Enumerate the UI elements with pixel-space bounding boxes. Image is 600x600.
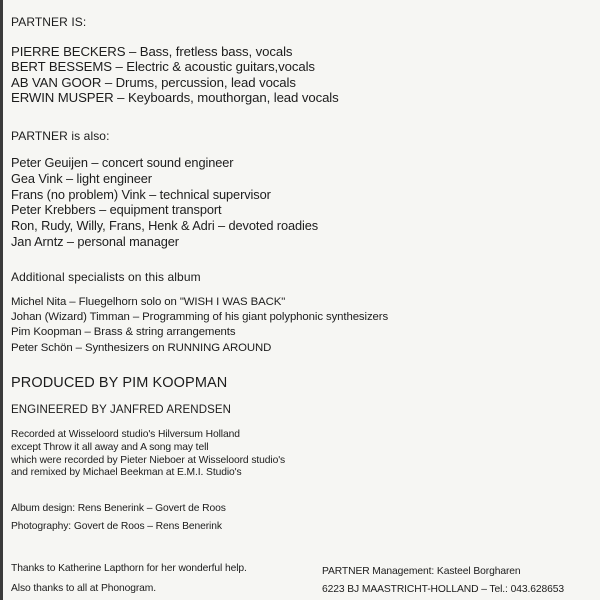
crew-line: Peter Krebbers – equipment transport <box>11 202 222 218</box>
album-design-credit: Album design: Rens Benerink – Govert de Roos <box>11 503 226 514</box>
thanks-line: Thanks to Katherine Lapthorn for her wonderful help. <box>11 563 247 574</box>
crew-line: Peter Geuijen – concert sound engineer <box>11 155 234 170</box>
photography-credit: Photography: Govert de Roos – Rens Benerink <box>11 521 222 532</box>
recording-line: Recorded at Wisseloord studio's Hilversum Holland <box>11 429 240 440</box>
band-members-list <box>11 44 339 105</box>
engineer-credit: ENGINEERED BY JANFRED ARENDSEN <box>11 404 232 416</box>
crew-list <box>11 155 318 250</box>
specialists-heading: Additional specialists on this album <box>11 270 201 284</box>
crew-line: Frans (no problem) Vink – technical supervisor <box>11 186 271 202</box>
crew-line: Gea Vink – light engineer <box>11 170 152 186</box>
recording-line: which were recorded by Pieter Nieboer at Wisseloord studio's <box>11 454 286 466</box>
recording-line: and remixed by Michael Beekman at E.M.I. Studio's <box>11 467 242 479</box>
producer-credit: PRODUCED BY PIM KOOPMAN <box>11 375 228 391</box>
management-phone: 6223 BJ MAASTRICHT-HOLLAND – Tel.: 043.628653 <box>322 584 564 595</box>
recording-notes <box>11 429 285 480</box>
crew-line: Jan Arntz – personal manager <box>11 233 179 249</box>
specialists-list <box>11 295 388 356</box>
thanks-line: Also thanks to all at Phonogram. <box>11 583 157 594</box>
specialist-line: Peter Schön – Synthesizers on RUNNING AROUND <box>11 341 272 354</box>
specialist-line: Michel Nita – Fluegelhorn solo on "WISH I WAS BACK" <box>11 296 286 308</box>
design-credits <box>11 500 226 536</box>
member-line: BERT BESSEMS – Electric & acoustic guitars,vocals <box>11 59 315 75</box>
member-line: ERWIN MUSPER – Keyboards, mouthorgan, lead vocals <box>11 89 339 105</box>
specialist-line: Johan (Wizard) Timman – Programming of his giant polyphonic synthesizers <box>11 311 389 324</box>
recording-line: except Throw it all away and A song may tell <box>11 441 209 453</box>
specialist-line: Pim Koopman – Brass & string arrangements <box>11 326 236 339</box>
also-heading: PARTNER is also: <box>11 129 110 143</box>
member-line: AB VAN GOOR – Drums, percussion, lead vocals <box>11 74 296 90</box>
member-line: PIERRE BECKERS – Bass, fretless bass, vocals <box>11 44 293 59</box>
partner-heading: PARTNER IS: <box>11 15 87 29</box>
management-address: PARTNER Management: Kasteel Borgharen <box>322 566 521 577</box>
scan-edge <box>0 0 3 600</box>
crew-line: Ron, Rudy, Willy, Frans, Henk & Adri – devoted roadies <box>11 218 319 234</box>
